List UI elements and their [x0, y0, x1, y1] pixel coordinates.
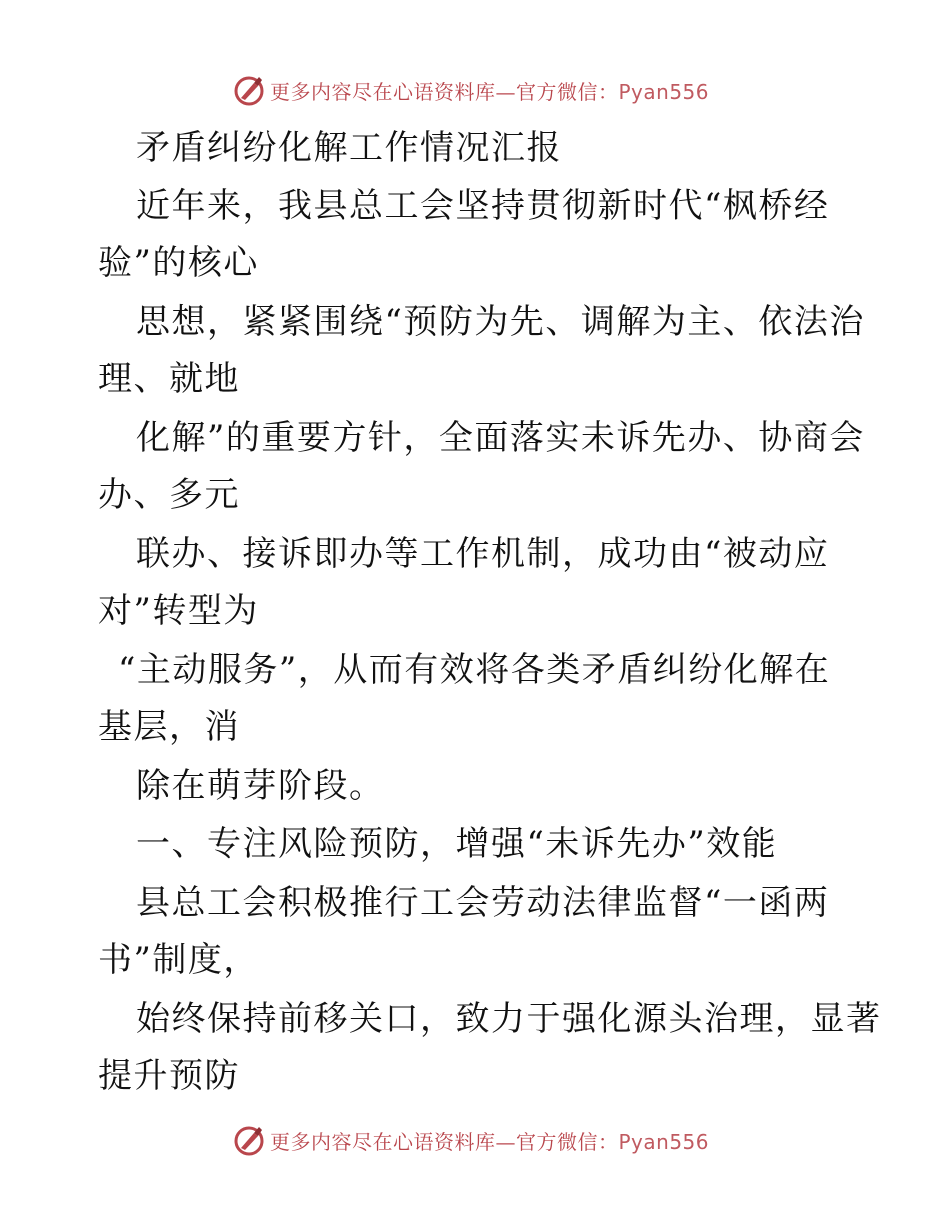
document-title: 矛盾纠纷化解工作情况汇报	[136, 128, 562, 168]
watermark-footer	[232, 1122, 709, 1158]
text-line: 县总工会积极推行工会劳动法律监督“一函两	[136, 883, 830, 923]
text-line: 对”转型为	[98, 591, 259, 631]
watermark-text: 更多内容尽在心语资料库—官方微信：Pyan556	[270, 79, 710, 104]
text-line: 验”的核心	[98, 243, 259, 283]
text-line: 联办、接诉即办等工作机制，成功由“被动应	[136, 534, 830, 574]
text-line: 提升预防	[98, 1056, 240, 1096]
text-line: “主动服务”，从而有效将各类矛盾纠纷化解在	[118, 650, 831, 690]
watermark-text: 更多内容尽在心语资料库—官方微信：Pyan556	[270, 1129, 710, 1154]
text-line: 理、就地	[98, 359, 240, 399]
watermark-header	[232, 72, 709, 108]
text-line: 思想，紧紧围绕“预防为先、调解为主、依法治	[136, 302, 865, 342]
pen-circle-logo-icon	[232, 73, 266, 107]
section-heading: 一、专注风险预防，增强“未诉先办”效能	[136, 824, 778, 864]
text-line: 书”制度，	[98, 940, 259, 980]
text-line: 基层，消	[98, 707, 240, 747]
pen-circle-logo-icon	[232, 1123, 266, 1157]
text-line: 除在萌芽阶段。	[136, 766, 385, 806]
text-line: 化解”的重要方针，全面落实未诉先办、协商会	[136, 418, 865, 458]
text-line: 办、多元	[98, 475, 240, 515]
text-line: 始终保持前移关口，致力于强化源头治理，显著	[136, 999, 882, 1039]
text-line: 近年来，我县总工会坚持贯彻新时代“枫桥经	[136, 186, 830, 226]
